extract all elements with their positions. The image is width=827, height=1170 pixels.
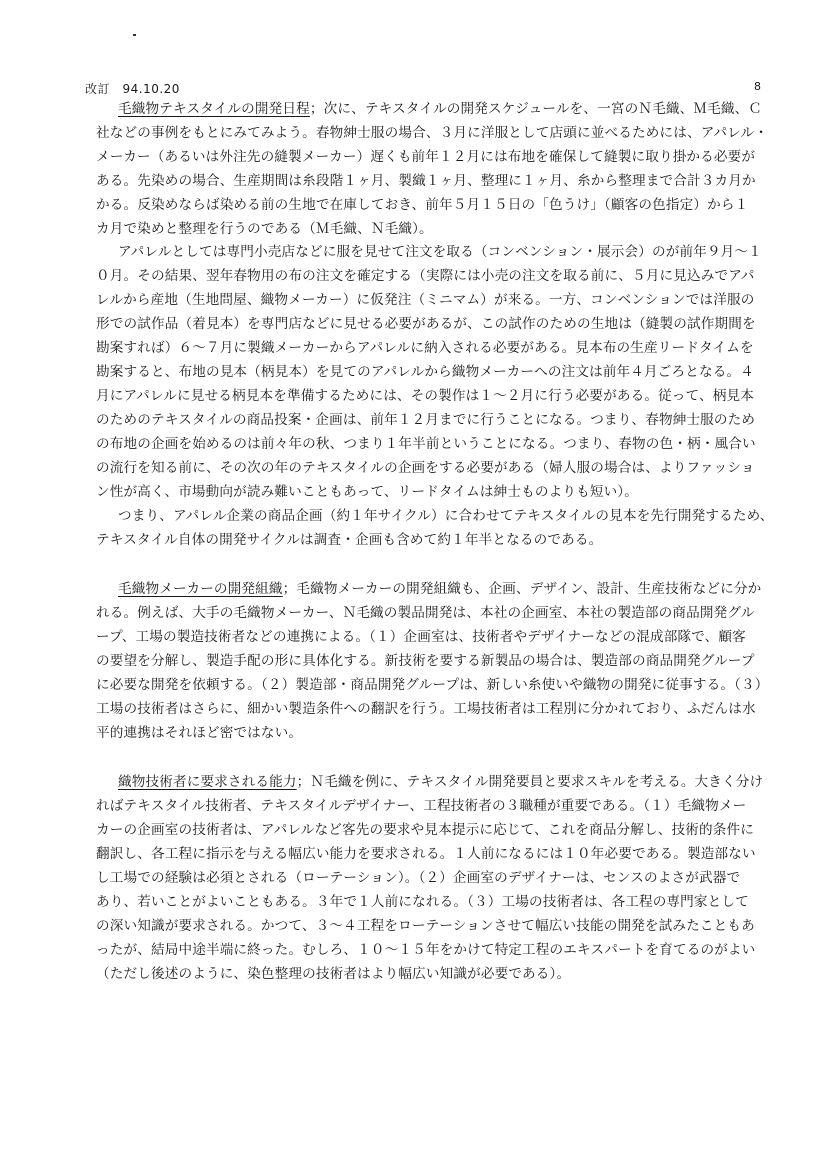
section-first-line — [118, 773, 789, 791]
body-line: し工場での経験は必須とされる（ローテーション）。（２）企画室のデザイナーは、センスのよさが武器で — [96, 870, 741, 886]
body-text: ；次に、テキスタイルの開発スケジュールを、一宮のＮ毛織、Ｍ毛織、Ｃ — [309, 101, 763, 117]
body-line: ン性が高く、市場動向が読み難いこともあって、リードタイムは紳士ものよりも短い）。 — [96, 484, 638, 500]
section-first-line — [118, 100, 789, 118]
body-line: ープ、工場の製造技術者などの連携による。（１）企画室は、技術者やデザイナーなどの混成部隊で、顧客 — [96, 629, 746, 645]
body-line: に必要な開発を依頼する。（２）製造部・商品開発グループは、新しい糸使いや織物の開発に従事する。（３） — [96, 677, 769, 693]
body-line: 形での試作品（着見本）を専門店などに見せる必要があるが、この試作のための生地は（縫製の試作期間を — [96, 316, 756, 332]
section-heading: 毛織物テキスタイルの開発日程 — [118, 101, 310, 117]
body-line: れる。例えば、大手の毛織物メーカー、Ｎ毛織の製品開発は、本社の企画室、本社の製造部の商品開発グル — [96, 605, 755, 621]
body-line: の流行を知る前に、その次の年のテキスタイルの企画をする必要がある（婦人服の場合は、よりファッショ — [96, 460, 755, 476]
body-line: テキスタイル自体の開発サイクルは調査・企画も含めて約１年半となるのである。 — [96, 532, 603, 548]
body-line: かる。反染めならば染める前の生地で在庫しておき、前年５月１５日の「色うけ」（顧客の色指定）から１ — [96, 197, 749, 213]
body-line: の要望を分解し、製造手配の形に具体化する。新技術を要する新製品の場合は、製造部の商品開発グループ — [96, 653, 755, 669]
body-line: 平的連携はそれほど密ではない。 — [96, 725, 303, 741]
body-line: 工場の技術者はさらに、細かい製造条件への翻訳を行う。工場技術者は工程別に分かれており、ふだんは水 — [96, 701, 756, 717]
revision-date: 改訂 94.10.20 — [85, 82, 180, 96]
body-line: の深い知識が要求される。かつて、３～４工程をローテーションさせて幅広い技能の開発を試みたこともあ — [96, 918, 755, 934]
scan-speck — [133, 34, 136, 36]
body-line: （ただし後述のように、染色整理の技術者はより幅広い知識が必要である）。 — [96, 966, 571, 982]
body-line: カーの企画室の技術者は、アパレルなど客先の要求や見本提示に応じて、これを商品分解し、技術的条件に — [96, 822, 754, 838]
body-text: ；Ｎ毛織を例に、テキスタイル開発要員と要求スキルを考える。大きく分け — [296, 774, 764, 790]
body-line: の布地の企画を始めるのは前々年の秋、つまり１年半前ということになる。つまり、春物の色・柄・風合い — [96, 436, 756, 452]
body-line: 勘案すると、布地の見本（柄見本）を見てのアパレルから織物メーカーへの注文は前年４月ごろとなる。４ — [96, 364, 754, 380]
body-line: 月にアパレルに見せる柄見本を準備するためには、その製作は１～２月に行う必要がある。従って、柄見本 — [96, 388, 754, 404]
body-line: あり、若いことがよいこともある。３年で１人前になれる。（３）工場の技術者は、各工程の専門家として — [96, 894, 749, 910]
section-heading: 毛織物メーカーの開発組織 — [118, 581, 283, 597]
body-line: レルから産地（生地問屋、織物メーカー）に仮発注（ミニマム）が来る。一方、コンベンションでは洋服の — [96, 292, 755, 308]
body-line: のためのテキスタイルの商品投案・企画は、前年１２月までに行うことになる。つまり、春物紳士服のため — [96, 412, 756, 428]
body-line: ０月。その結果、翌年春物用の布の注文を確定する（実際には小売の注文を取る前に、５月に見込みでアパ — [96, 268, 755, 284]
body-line: 翻訳し、各工程に指示を与える幅広い能力を要求される。１人前になるには１０年必要である。製造部ない — [96, 846, 756, 862]
body-line: 勘案すれば）６～７月に製織メーカーからアパレルに納入される必要がある。見本布の生産リードタイムを — [96, 340, 754, 356]
body-line: メーカー（あるいは外注先の縫製メーカー）遅くも前年１２月には布地を確保して縫製に取り掛かる必要が — [96, 149, 756, 165]
body-line: アパレルとしては専門小売店などに服を見せて注文を取る（コンベンション・展示会）のが前年９月～１ — [118, 244, 762, 260]
section-first-line — [118, 580, 789, 598]
section-heading: 織物技術者に要求される能力 — [118, 774, 297, 790]
body-line: 社などの事例をもとにみてみよう。春物紳士服の場合、３月に洋服として店頭に並べるためには、アパレル・ — [96, 125, 769, 141]
body-text: ；毛織物メーカーの開発組織も、企画、デザイン、設計、生産技術などに分か — [282, 581, 762, 597]
body-line: つまり、アパレル企業の商品企画（約１年サイクル）に合わせてテキスタイルの見本を先行開発するため、 — [118, 508, 774, 524]
body-line: ったが、結局中途半端に終った。むしろ、１０～１５年をかけて特定工程のエキスパートを育てるのがよい — [96, 942, 756, 958]
body-line: カ月で染めと整理を行うのである（Ｍ毛織、Ｎ毛織）。 — [96, 221, 433, 237]
page-number: 8 — [754, 80, 761, 93]
body-line: ある。先染めの場合、生産期間は糸段階１ヶ月、製織１ヶ月、整理に１ヶ月、糸から整理まで合計３カ月か — [96, 173, 756, 189]
body-line: ればテキスタイル技術者、テキスタイルデザイナー、工程技術者の３職種が重要である。（１）毛織物メー — [96, 798, 747, 814]
